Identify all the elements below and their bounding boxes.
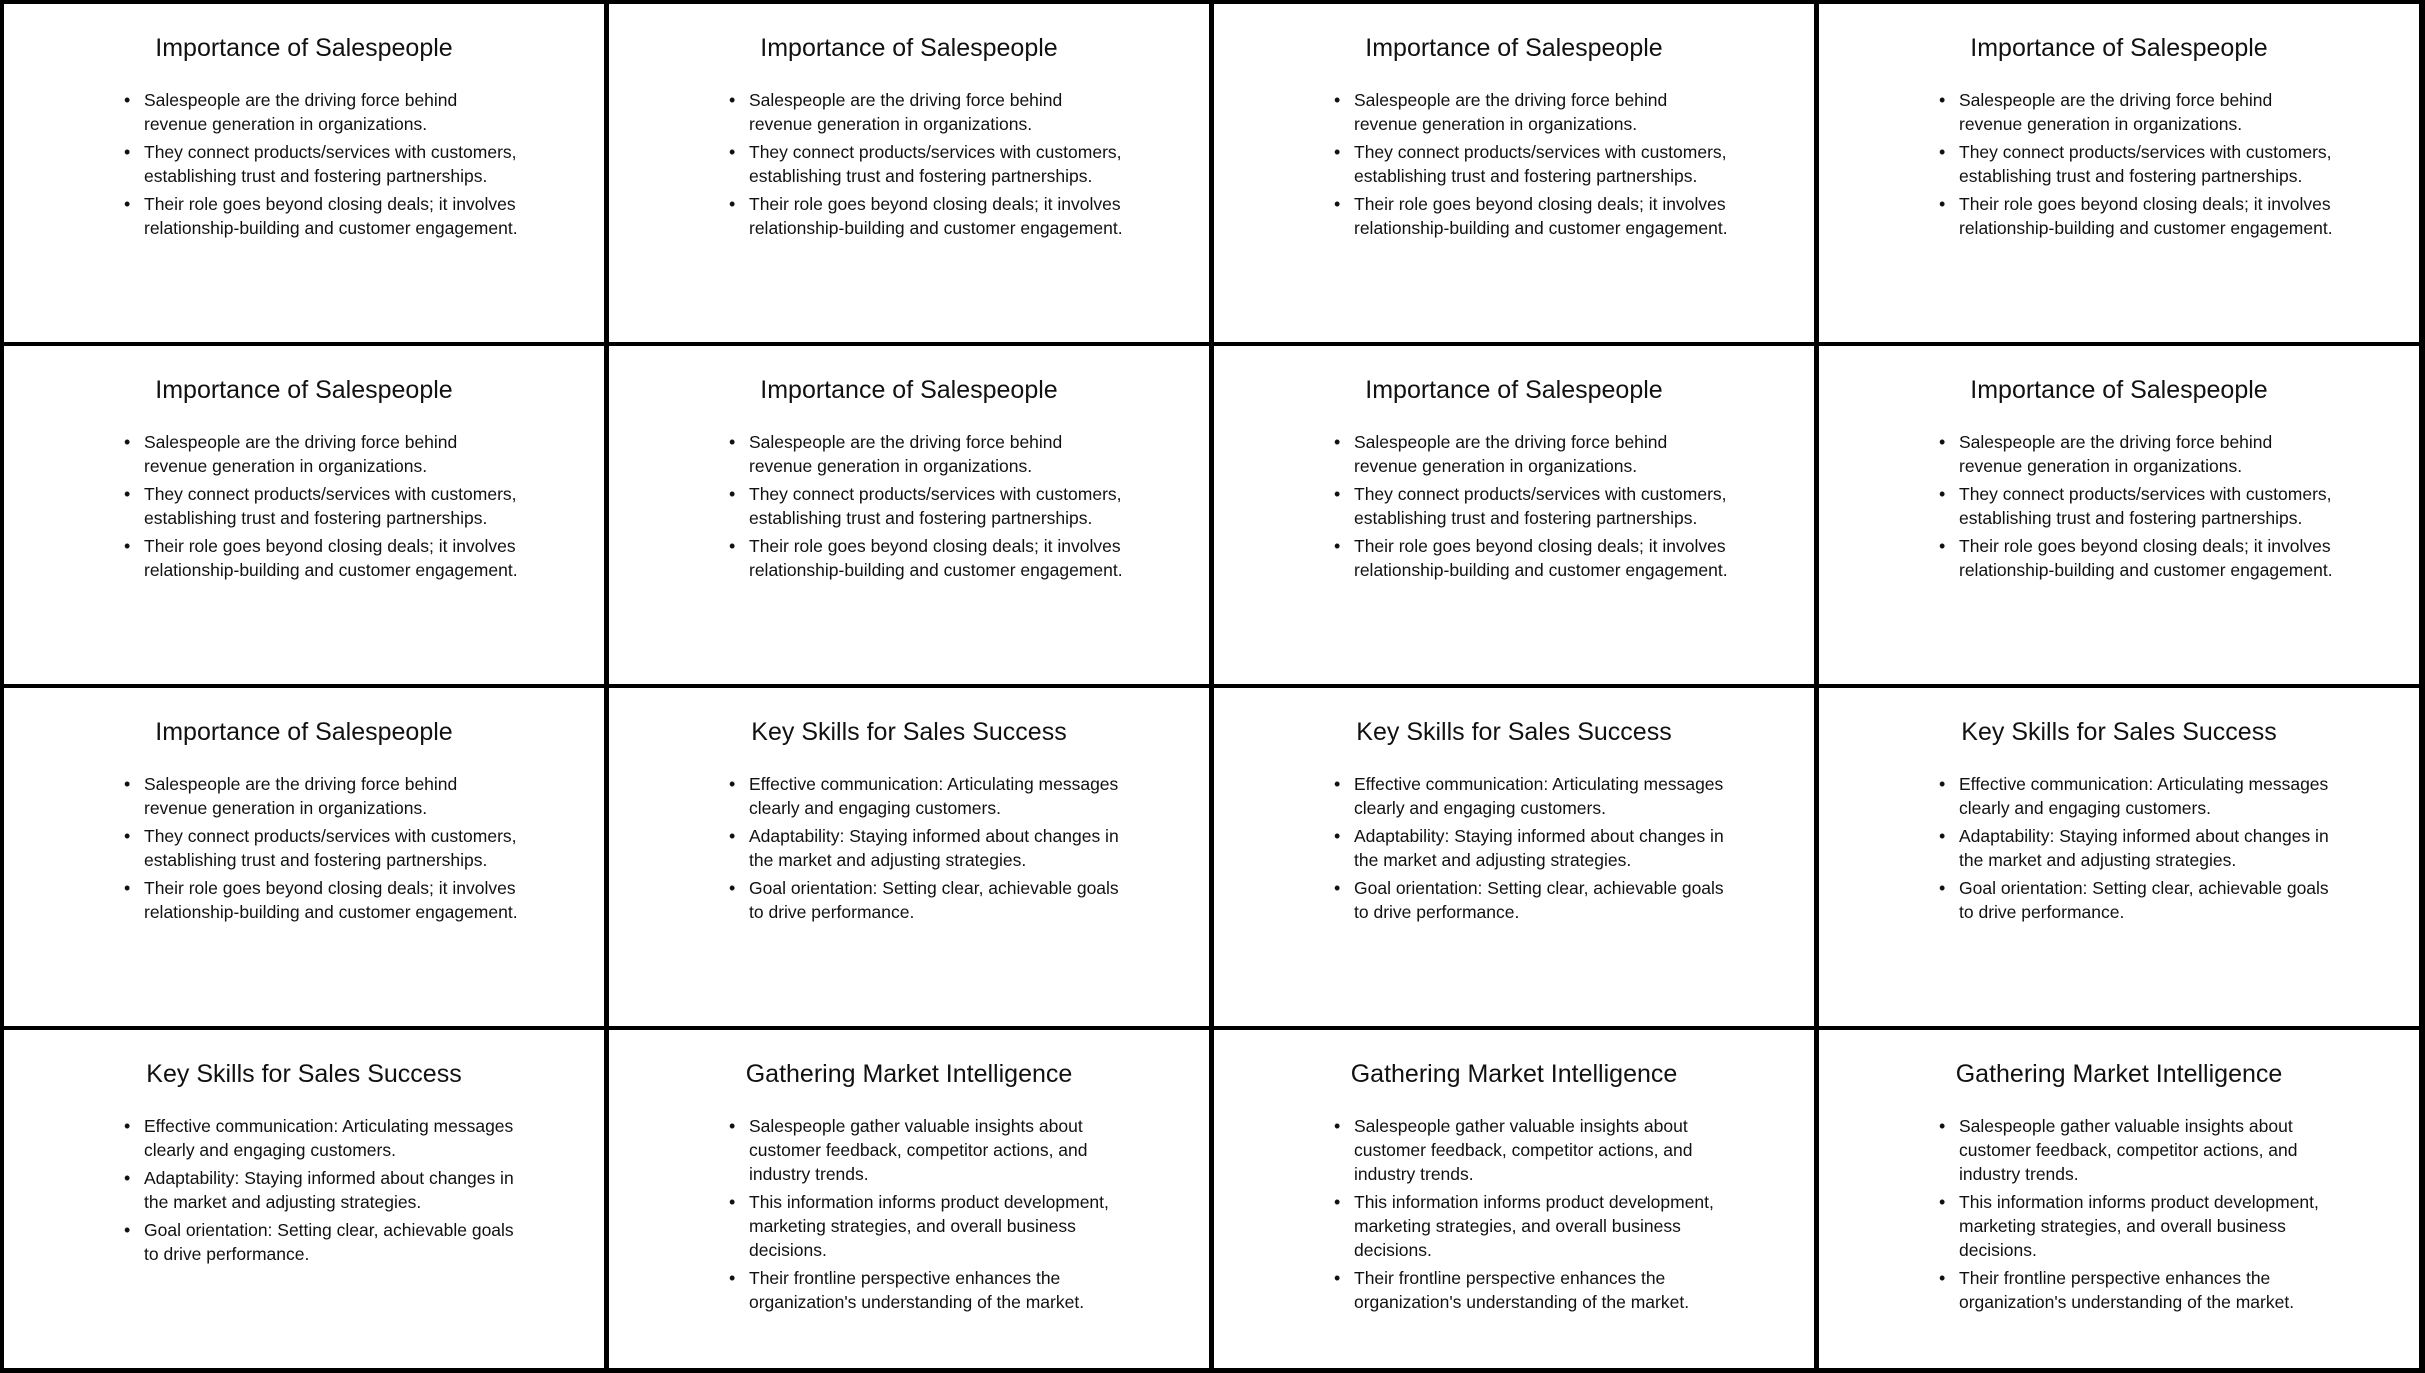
bullet-item: • Salespeople gather valuable insights about customer feedback, competitor actions, and industry trends. (1334, 1114, 1734, 1186)
bullet-item: • This information informs product development, marketing strategies, and overall business decisions. (1334, 1190, 1734, 1262)
slide-title: Importance of Salespeople (1970, 376, 2268, 404)
bullet-list (124, 1114, 524, 1270)
slide-11[interactable] (1214, 688, 1814, 1026)
bullet-list (124, 88, 524, 244)
bullet-item: • Their role goes beyond closing deals; it involves relationship-building and customer engagement. (1939, 534, 2339, 582)
bullet-list (729, 1114, 1129, 1318)
bullet-item: • They connect products/services with customers, establishing trust and fostering partnerships. (1939, 482, 2339, 530)
bullet-item: • Salespeople are the driving force behind revenue generation in organizations. (729, 430, 1129, 478)
slide-1[interactable] (4, 4, 604, 342)
bullet-list (729, 772, 1129, 928)
bullet-item: • Their role goes beyond closing deals; it involves relationship-building and customer engagement. (1334, 534, 1734, 582)
slide-7[interactable] (1214, 346, 1814, 684)
bullet-item: • They connect products/services with customers, establishing trust and fostering partnerships. (729, 482, 1129, 530)
bullet-item: • This information informs product development, marketing strategies, and overall business decisions. (1939, 1190, 2339, 1262)
bullet-item: • Salespeople are the driving force behind revenue generation in organizations. (1939, 430, 2339, 478)
bullet-list (1939, 772, 2339, 928)
bullet-list (1334, 88, 1734, 244)
bullet-item: • This information informs product development, marketing strategies, and overall business decisions. (729, 1190, 1129, 1262)
bullet-item: • Goal orientation: Setting clear, achievable goals to drive performance. (124, 1218, 524, 1266)
bullet-item: • Adaptability: Staying informed about changes in the market and adjusting strategies. (729, 824, 1129, 872)
bullet-item: • They connect products/services with customers, establishing trust and fostering partnerships. (124, 824, 524, 872)
slide-9[interactable] (4, 688, 604, 1026)
bullet-item: • Salespeople gather valuable insights about customer feedback, competitor actions, and industry trends. (729, 1114, 1129, 1186)
bullet-list (1939, 430, 2339, 586)
bullet-item: • Salespeople are the driving force behind revenue generation in organizations. (1939, 88, 2339, 136)
bullet-item: • Their frontline perspective enhances the organization's understanding of the market. (1334, 1266, 1734, 1314)
bullet-item: • Their frontline perspective enhances the organization's understanding of the market. (1939, 1266, 2339, 1314)
slide-title: Key Skills for Sales Success (751, 718, 1067, 746)
slide-title: Gathering Market Intelligence (1955, 1060, 2283, 1088)
bullet-list (1334, 772, 1734, 928)
bullet-list (1939, 88, 2339, 244)
bullet-item: • Effective communication: Articulating messages clearly and engaging customers. (1334, 772, 1734, 820)
bullet-item: • Adaptability: Staying informed about changes in the market and adjusting strategies. (124, 1166, 524, 1214)
bullet-item: • They connect products/services with customers, establishing trust and fostering partnerships. (1334, 482, 1734, 530)
slide-title: Importance of Salespeople (155, 718, 453, 746)
slide-5[interactable] (4, 346, 604, 684)
slide-10[interactable] (609, 688, 1209, 1026)
bullet-item: • Goal orientation: Setting clear, achievable goals to drive performance. (1939, 876, 2339, 924)
slide-title: Importance of Salespeople (760, 376, 1058, 404)
bullet-item: • Salespeople are the driving force behind revenue generation in organizations. (729, 88, 1129, 136)
bullet-item: • Goal orientation: Setting clear, achievable goals to drive performance. (729, 876, 1129, 924)
bullet-item: • Their frontline perspective enhances the organization's understanding of the market. (729, 1266, 1129, 1314)
bullet-list (729, 88, 1129, 244)
bullet-item: • Salespeople are the driving force behind revenue generation in organizations. (124, 88, 524, 136)
slide-6[interactable] (609, 346, 1209, 684)
bullet-item: • Salespeople are the driving force behind revenue generation in organizations. (124, 430, 524, 478)
bullet-item: • Salespeople gather valuable insights about customer feedback, competitor actions, and industry trends. (1939, 1114, 2339, 1186)
bullet-item: • They connect products/services with customers, establishing trust and fostering partnerships. (1334, 140, 1734, 188)
bullet-item: • They connect products/services with customers, establishing trust and fostering partnerships. (124, 482, 524, 530)
bullet-item: • Their role goes beyond closing deals; it involves relationship-building and customer engagement. (729, 534, 1129, 582)
bullet-item: • Their role goes beyond closing deals; it involves relationship-building and customer engagement. (124, 876, 524, 924)
bullet-item: • Their role goes beyond closing deals; it involves relationship-building and customer engagement. (124, 534, 524, 582)
slide-14[interactable] (609, 1030, 1209, 1368)
slide-title: Importance of Salespeople (155, 34, 453, 62)
bullet-item: • Effective communication: Articulating messages clearly and engaging customers. (729, 772, 1129, 820)
bullet-item: • They connect products/services with customers, establishing trust and fostering partnerships. (124, 140, 524, 188)
bullet-list (124, 430, 524, 586)
bullet-list (729, 430, 1129, 586)
bullet-list (1334, 430, 1734, 586)
bullet-item: • Adaptability: Staying informed about changes in the market and adjusting strategies. (1334, 824, 1734, 872)
slide-title: Importance of Salespeople (1365, 34, 1663, 62)
bullet-item: • Salespeople are the driving force behind revenue generation in organizations. (1334, 88, 1734, 136)
bullet-item: • Effective communication: Articulating messages clearly and engaging customers. (124, 1114, 524, 1162)
slide-8[interactable] (1819, 346, 2419, 684)
bullet-item: • They connect products/services with customers, establishing trust and fostering partnerships. (1939, 140, 2339, 188)
bullet-item: • Their role goes beyond closing deals; it involves relationship-building and customer engagement. (1939, 192, 2339, 240)
slide-title: Gathering Market Intelligence (1350, 1060, 1678, 1088)
slide-title: Importance of Salespeople (760, 34, 1058, 62)
bullet-item: • Salespeople are the driving force behind revenue generation in organizations. (1334, 430, 1734, 478)
bullet-list (1939, 1114, 2339, 1318)
bullet-item: • Their role goes beyond closing deals; it involves relationship-building and customer engagement. (1334, 192, 1734, 240)
bullet-item: • Goal orientation: Setting clear, achievable goals to drive performance. (1334, 876, 1734, 924)
bullet-item: • Their role goes beyond closing deals; it involves relationship-building and customer engagement. (729, 192, 1129, 240)
slide-15[interactable] (1214, 1030, 1814, 1368)
slide-title: Key Skills for Sales Success (146, 1060, 462, 1088)
slide-title: Importance of Salespeople (1970, 34, 2268, 62)
bullet-list (124, 772, 524, 928)
slide-13[interactable] (4, 1030, 604, 1368)
slide-3[interactable] (1214, 4, 1814, 342)
slide-2[interactable] (609, 4, 1209, 342)
slide-title: Importance of Salespeople (155, 376, 453, 404)
slide-12[interactable] (1819, 688, 2419, 1026)
bullet-item: • Effective communication: Articulating messages clearly and engaging customers. (1939, 772, 2339, 820)
slide-title: Key Skills for Sales Success (1961, 718, 2277, 746)
bullet-item: • They connect products/services with customers, establishing trust and fostering partnerships. (729, 140, 1129, 188)
bullet-item: • Salespeople are the driving force behind revenue generation in organizations. (124, 772, 524, 820)
bullet-item: • Adaptability: Staying informed about changes in the market and adjusting strategies. (1939, 824, 2339, 872)
bullet-list (1334, 1114, 1734, 1318)
slide-4[interactable] (1819, 4, 2419, 342)
slide-title: Importance of Salespeople (1365, 376, 1663, 404)
slide-title: Key Skills for Sales Success (1356, 718, 1672, 746)
slide-16[interactable] (1819, 1030, 2419, 1368)
bullet-item: • Their role goes beyond closing deals; it involves relationship-building and customer engagement. (124, 192, 524, 240)
slide-title: Gathering Market Intelligence (745, 1060, 1073, 1088)
